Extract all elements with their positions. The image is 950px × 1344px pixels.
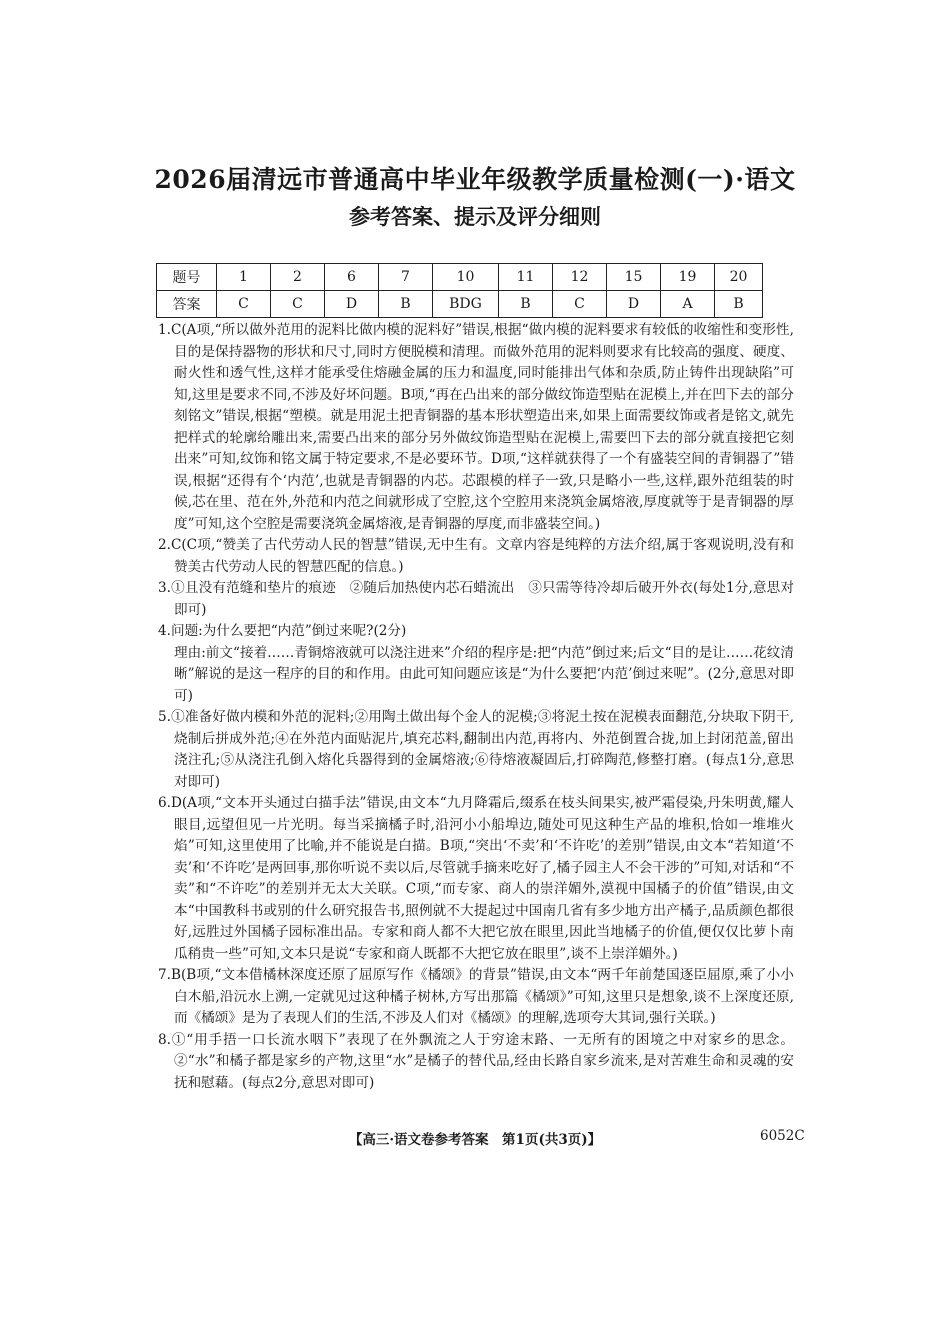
explanation-item-4-reason: 理由:前文“接着……青铜熔液就可以浇注进来”介绍的程序是:把“内范”倒过来;后文“目的是让……花纹清晰”解说的是这一程序的目的和作用。由此可知问题应该是“为什么要把‘内范’倒过来呢”。(2分,意思对即可) (174, 644, 794, 704)
question-number: 2 (271, 264, 325, 291)
explanation-item-8: 8.①“用手捂一口长流水咽下”表现了在外飘流之人于穷途末路、一无所有的困境之中对家乡的思念。②“水”和橘子都是家乡的产物,这里“水”是橘子的替代品,经由长路自家乡流来,是对苦难生命和灵魂的安抚和慰藉。(每点2分,意思对即可) (158, 1031, 794, 1091)
row-label: 题号 (157, 264, 217, 291)
answer-cell: B (499, 291, 553, 318)
question-number: 20 (715, 264, 763, 291)
explanation-item-6: 6.D(A项,“文本开头通过白描手法”错误,由文本“九月降霜后,缀系在枝头间果实,被严霜侵染,丹朱明黄,耀人眼目,远望但见一片光明。每当采摘橘子时,沿河小小船埠边,随处可见这种生产品的堆积,恰如一堆堆火焰”可知,这里使用了比喻,并不能说是白描。B项,“突出‘不卖’和‘不许吃’的差别”错误,由文本“若知道‘不卖’和‘不许吃’是两回事,那你听说不卖以后,尽管就手摘来吃好了,橘子园主人不会干涉的”可知,对话和“不卖”和“不许吃”的差别并无太大关联。C项,“而专家、商人的崇洋媚外,漠视中国橘子的价值”错误,由文本“中国教科书或别的什么研究报告书,照例就不大提起过中国南几省有多少地方出产橘子,品质颜色都很好,远胜过外国橘子园标准出品。专家和商人都不大把它放在眼里,因此当地橘子的价值,便仅仅比萝卜南瓜稍贵一些”可知,文本只是说“专家和商人既都不大把它放在眼里”,谈不上崇洋媚外。) (158, 795, 794, 962)
answer-cell: B (379, 291, 433, 318)
explanation-item-5: 5.①准备好做内模和外范的泥料;②用陶土做出每个金人的泥模;③将泥土按在泥模表面翻范,分块取下阴干,烧制后拼成外范;④在外范内面贴泥片,填充芯料,翻制出内范,再将内、外范倒置合拢,加上封闭范盖,留出浇注孔;⑤从浇注孔倒入熔化兵器得到的金属熔液;⑥待熔液凝固后,打碎陶范,修整打磨。(每点1分,意思对即可) (158, 709, 794, 790)
answer-table (156, 263, 763, 318)
answer-row (157, 291, 763, 318)
answer-cell: C (271, 291, 325, 318)
answer-cell: B (715, 291, 763, 318)
question-number: 7 (379, 264, 433, 291)
explanation-item-2: 2.C(C项,“赞美了古代劳动人民的智慧”错误,无中生有。文章内容是纯粹的方法介绍,属于客观说明,没有和赞美古代劳动人民的智慧匹配的信息。) (158, 537, 794, 575)
answer-explanations (158, 320, 794, 1094)
footer-page-info: 【高三·语文卷参考答案 第1页(共3页)】 (348, 1132, 602, 1148)
footer-paper-code: 6052C (760, 1128, 805, 1144)
explanation-item-7: 7.B(B项,“文本借橘林深度还原了屈原写作《橘颂》的背景”错误,由文本“两千年前楚国逐臣屈原,乘了小小白木船,沿沅水上溯,一定就见过这种橘子树林,方写出那篇《橘颂》”可知,这里只是想象,谈不上深度还原,而《橘颂》是为了表现人们的生活,不涉及人们对《橘颂》的理解,选项夸大其词,强行关联。) (158, 967, 794, 1026)
answer-cell: D (607, 291, 661, 318)
row-label: 答案 (157, 291, 217, 318)
question-number: 1 (217, 264, 271, 291)
question-number: 10 (433, 264, 499, 291)
answer-cell: C (553, 291, 607, 318)
question-number: 12 (553, 264, 607, 291)
question-number-row (157, 264, 763, 291)
answer-cell: C (217, 291, 271, 318)
answer-cell: BDG (433, 291, 499, 318)
page-title: 2026届清远市普通高中毕业年级教学质量检测(一)·语文 (154, 165, 796, 194)
question-number: 15 (607, 264, 661, 291)
explanation-item-3: 3.①且没有范缝和垫片的痕迹 ②随后加热使内芯石蜡流出 ③只需等待冷却后破开外衣(每处1分,意思对即可) (158, 580, 794, 618)
answer-cell: A (661, 291, 715, 318)
question-number: 11 (499, 264, 553, 291)
question-number: 19 (661, 264, 715, 291)
explanation-item-1: 1.C(A项,“所以做外范用的泥料比做内模的泥料好”错误,根据“做内模的泥料要求有较低的收缩性和变形性,目的是保持器物的形状和尺寸,同时方便脱模和清理。而做外范用的泥料则要求有比较高的强度、硬度、耐火性和透气性,这样才能承受住熔融金属的压力和温度,同时能排出气体和杂质,防止铸件出现缺陷”可知,这里是要求不同,不涉及好坏问题。B项,“再在凸出来的部分做纹饰造型贴在泥模上,并在凹下去的部分刻铭文”错误,根据“塑模。就是用泥土把青铜器的基本形状塑造出来,如果上面需要纹饰或者是铭文,就先把样式的轮廓给雕出来,需要凸出来的部分另外做纹饰造型贴在泥模上,需要凹下去的部分就直接把它刻出来”可知,纹饰和铭文属于特定要求,不是必要环节。D项,“这样就获得了一个有盛装空间的青铜器了”错误,根据“还得有个‘内范’,也就是青铜器的内芯。芯跟模的样子一致,只是略小一些,这样,跟外范组装的时候,芯在里、范在外,外范和内范之间就形成了空腔,这个空腔用来浇筑金属熔液,厚度就等于是青铜器的厚度”可知,这个空腔是需要浇筑金属熔液,是青铜器的厚度,而非盛装空间。) (158, 322, 794, 532)
answer-cell: D (325, 291, 379, 318)
question-number: 6 (325, 264, 379, 291)
page-subtitle: 参考答案、提示及评分细则 (349, 204, 601, 229)
explanation-item-4-question: 4.问题:为什么要把“内范”倒过来呢?(2分) (158, 623, 407, 639)
